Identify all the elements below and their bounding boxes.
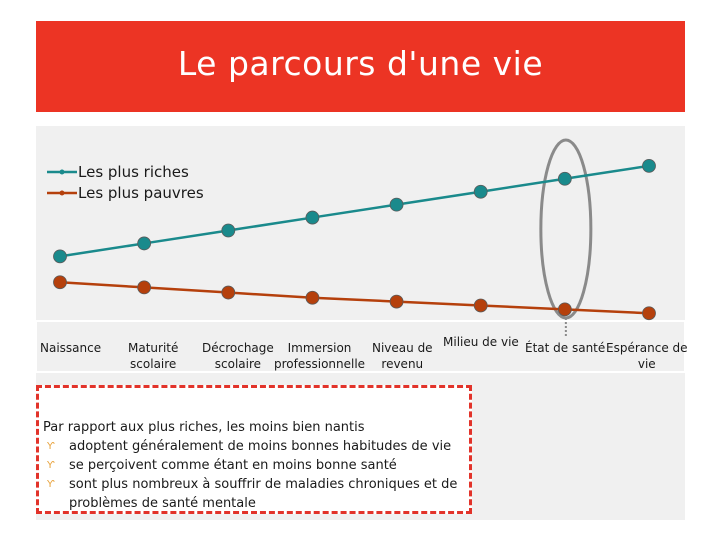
bullet-icon: Ƴ (47, 460, 55, 471)
stage-label: Naissance (40, 341, 102, 355)
legend-rich-label: Les plus riches (78, 163, 189, 181)
stage-label: Immersion professionnelle (274, 341, 366, 371)
note-item-text: se perçoivent comme étant en moins bonne santé (69, 458, 397, 473)
page-title: Le parcours d'une vie (177, 44, 544, 83)
stage-label: Milieu de vie (443, 335, 519, 349)
note-item (43, 437, 459, 456)
stage-label: Niveau de revenu (372, 341, 433, 371)
note-item (43, 456, 459, 475)
stage-label: Décrochage scolaire (202, 341, 274, 371)
comparison-note-box (36, 385, 472, 514)
stage-label: Espérance de vie (606, 341, 688, 371)
note-item-text: adoptent généralement de moins bonnes habitudes de vie (69, 439, 452, 454)
bullet-icon: Ƴ (47, 479, 55, 490)
note-item (43, 475, 459, 513)
title-banner (36, 21, 685, 112)
legend-poor-label: Les plus pauvres (78, 184, 204, 202)
stage-label: Maturité scolaire (128, 341, 179, 371)
bullet-icon: Ƴ (47, 441, 55, 452)
stage-label: État de santé (525, 341, 606, 355)
note-lead: Par rapport aux plus riches, les moins bien nantis (43, 420, 365, 435)
note-list (43, 437, 459, 513)
note-item-text: sont plus nombreux à souffrir de maladies chroniques et de problèmes de santé mentale (69, 477, 458, 511)
